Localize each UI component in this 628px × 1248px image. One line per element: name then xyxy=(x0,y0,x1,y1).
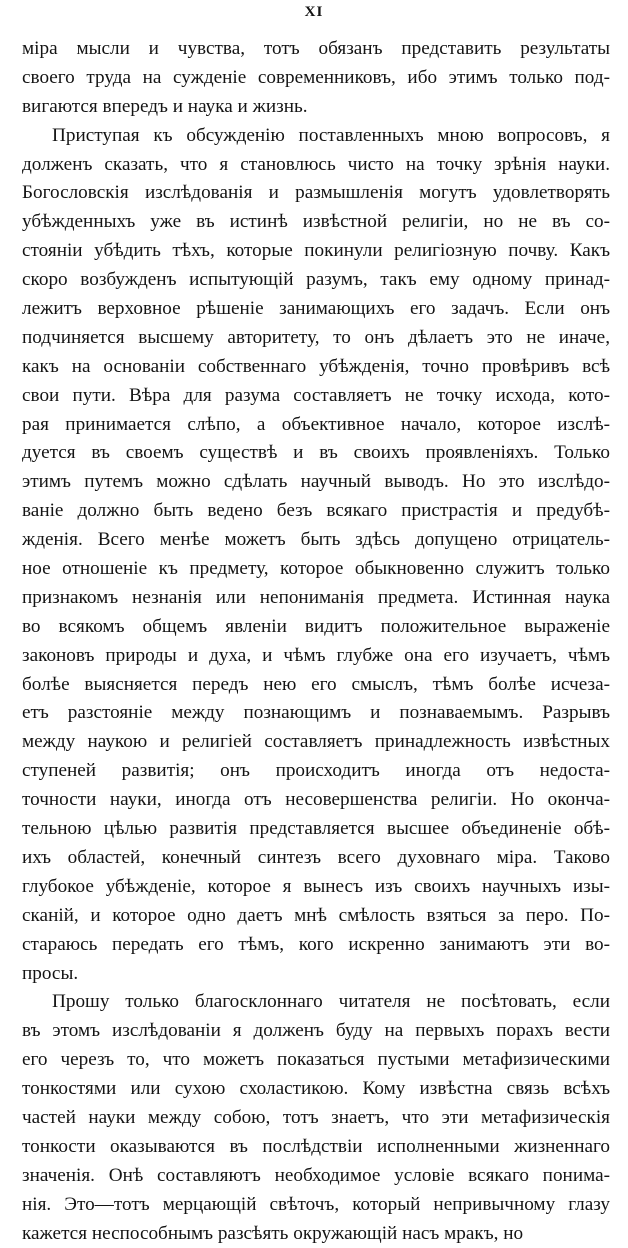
paragraph xyxy=(22,35,610,122)
text-line: стояніи убѣдить тѣхъ, которые покинули религіозную почву. Какъ xyxy=(22,240,610,262)
text-line: стараюсь передать его тѣмъ, кого искренно занимаютъ эти во- xyxy=(22,933,610,955)
text-line: етъ разстояніе между познающимъ и познаваемымъ. Разрывъ xyxy=(22,702,610,724)
paragraph xyxy=(22,122,610,989)
text-line: тонкостями или сухою схоластикою. Кому извѣстна связь всѣхъ xyxy=(22,1078,610,1100)
text-line: тельною цѣлью развитія представляется высшее объединеніе обѣ- xyxy=(22,818,610,840)
text-line: лежитъ верховное рѣшеніе занимающихъ его задачъ. Если онъ xyxy=(22,298,610,320)
text-line: кажется неспособнымъ разсѣять окружающій насъ мракъ, но xyxy=(22,1222,524,1244)
text-line: точности науки, иногда отъ несовершенства религіи. Но оконча- xyxy=(22,789,610,811)
text-line: міра мысли и чувства, тотъ обязанъ представить результаты xyxy=(22,38,610,59)
text-line: дуется въ своемъ существѣ и въ своихъ проявленіяхъ. Только xyxy=(22,442,610,464)
text-line: въ этомъ изслѣдованіи я долженъ буду на первыхъ порахъ вести xyxy=(22,1020,610,1042)
text-line: глубокое убѣжденіе, которое я вынесъ изъ своихъ научныхъ изы- xyxy=(22,875,610,897)
text-line: законовъ природы и духа, и чѣмъ глубже она его изучаетъ, чѣмъ xyxy=(22,644,610,666)
text-line: во всякомъ общемъ явленіи видитъ положительное выраженіе xyxy=(22,615,610,637)
text-line: скоро возбужденъ испытующій разумъ, такъ ему одному принад- xyxy=(22,269,610,291)
text-line: сканій, и которое одно даетъ мнѣ смѣлость взяться за перо. По- xyxy=(22,904,610,926)
paragraph xyxy=(22,988,610,1248)
text-line: убѣжденныхъ уже въ истинѣ извѣстной религіи, но не въ со- xyxy=(22,211,610,233)
text-line: частей науки между собою, тотъ знаетъ, что эти метафизическія xyxy=(22,1106,610,1128)
text-line: вигаются впередъ и наука и жизнь. xyxy=(22,95,308,117)
text-line: жденія. Всего менѣе можетъ быть здѣсь допущено отрицатель- xyxy=(22,529,610,551)
text-line: свои пути. Вѣра для разума составляетъ не точку исхода, кото- xyxy=(22,384,610,406)
text-line: болѣе выясняется передъ нею его смыслъ, тѣмъ болѣе исчеза- xyxy=(22,673,610,695)
text-line: значенія. Онѣ составляютъ необходимое условіе всякаго понима- xyxy=(22,1164,610,1186)
text-line: между наукою и религіей составляетъ принадлежность извѣстных xyxy=(22,731,610,753)
text-line: ное отношеніе къ предмету, которое обыкновенно служитъ только xyxy=(22,558,610,580)
text-line: ваніе должно быть ведено безъ всякаго пристрастія и предубѣ- xyxy=(22,500,610,522)
text-line: ихъ областей, конечный синтезъ всего духовнаго міра. Таково xyxy=(22,846,610,868)
text-line: какъ на основаніи собственнаго убѣжденія, точно провѣривъ всѣ xyxy=(22,355,610,377)
text-line: долженъ сказать, что я становлюсь чисто на точку зрѣнія науки. xyxy=(22,153,610,175)
text-line: просы. xyxy=(22,962,79,984)
text-line: Богословскія изслѣдованія и размышленія могутъ удовлетворять xyxy=(22,182,610,204)
body-text xyxy=(22,35,610,1248)
text-line: Приступая къ обсужденію поставленныхъ мною вопросовъ, я xyxy=(52,124,610,146)
text-line: рая принимается слѣпо, а объективное начало, которое изслѣ- xyxy=(22,413,610,435)
text-line: Прошу только благосклоннаго читателя не посѣтовать, если xyxy=(52,991,610,1013)
text-line: своего труда на сужденіе современниковъ, ибо этимъ только под- xyxy=(22,66,610,88)
text-line: ступеней развитія; онъ происходитъ иногда отъ недоста- xyxy=(22,760,610,782)
text-line: этимъ путемъ можно сдѣлать научный выводъ. Но это изслѣдо- xyxy=(22,471,610,493)
text-line: тонкости оказываются въ послѣдствіи исполненными жизненнаго xyxy=(22,1135,610,1157)
text-line: его черезъ то, что можетъ показаться пустыми метафизическими xyxy=(22,1049,610,1071)
text-line: нія. Это—тотъ мерцающій свѣточъ, который непривычному глазу xyxy=(22,1193,610,1215)
page-number: XI xyxy=(304,4,324,20)
text-line: подчиняется высшему авторитету, то онъ дѣлаетъ это не иначе, xyxy=(22,326,610,348)
text-line: признакомъ незнанія или непониманія предмета. Истинная наука xyxy=(22,586,610,608)
